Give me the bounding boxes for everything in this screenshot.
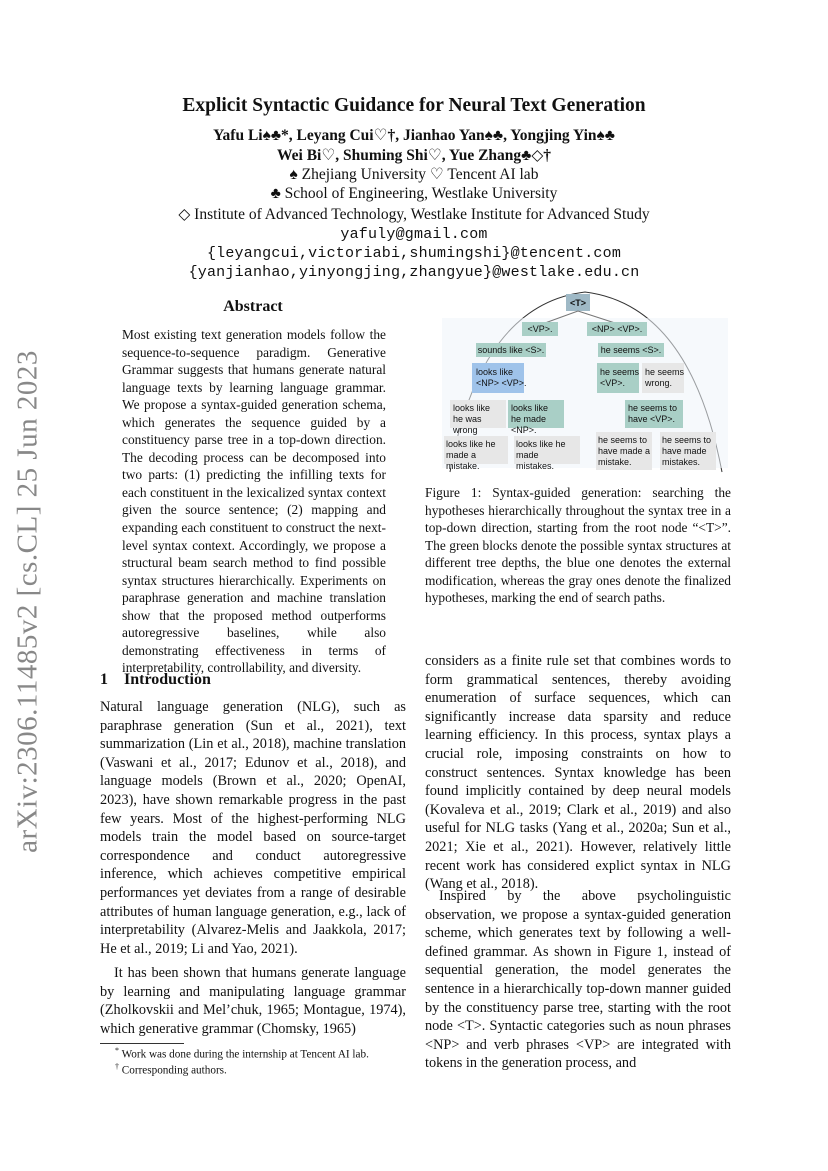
abstract-text: Most existing text generation models follow the sequence-to-sequence paradigm. Generative Grammar suggests that humans generate natural language texts by learning language grammar. We propose a syntax-guided generation schema, which generates the sequence guided by a constituency parse tree in a top-down direction. The decoding process can be decomposed into two parts: (1) predicting the infilling texts for each constituent in the lexicalized syntax context given the source sentence; (2) mapping and expanding each constituent to construct the next-level syntax context. Accordingly, we propose a structural beam search method to find possible syntax structures hierarchically. Experiments on paraphrase generation and machine translation show that the proposed method outperforms autoregressive baselines, while also demonstrating effectiveness in terms of interpretability, controllability, and diversity. — [122, 327, 386, 676]
email-2: {leyangcui,victoriabi,shumingshi}@tencent.com — [206, 245, 622, 262]
affiliation-2: ♣ School of Engineering, Westlake University — [270, 185, 558, 202]
tree-leaf-4-label: he seems to have made mistakes. — [662, 435, 712, 467]
email-1: yafuly@gmail.com — [340, 226, 488, 243]
affiliation-1: ♠ Zhejiang University ♡ Tencent AI lab — [289, 166, 539, 183]
section-title: Introduction — [124, 671, 211, 688]
tree-node-vp-label: <VP>. — [527, 324, 553, 334]
email-3: {yanjianhao,yinyongjing,zhangyue}@westlake.edu.cn — [188, 264, 640, 281]
paragraph-right-1: considers as a finite rule set that combines words to form grammatical sentences, thereby avoiding enumeration of surface sequences, which can significantly increase data sparsity and reduce learning efficiency. In this process, syntax plays a crucial role, imposing constraints on how to construct sentences. Syntax knowledge has been found implicitly contained by deep neural models (Kovaleva et al., 2019; Clark et al., 2019) and also useful for NLG tasks (Yang et al., 2020a; Sun et al., 2021; Xie et al., 2021). However, relatively little recent work has considered explict syntax in NLG (Wang et al., 2018). — [425, 653, 731, 893]
paragraph-intro-2: It has been shown that humans generate language by learning and manipulating language grammar (Zholkovskii and Mel’chuk, 1965; Montague, 1974), which generative grammar (Chomsky, 1965) — [100, 965, 406, 1037]
footnote-2 — [115, 1062, 227, 1077]
syntax-tree-diagram — [440, 290, 730, 475]
section-heading — [100, 671, 211, 689]
affiliation-3: ◇ Institute of Advanced Technology, Westlake Institute for Advanced Study — [178, 206, 650, 223]
abstract-heading: Abstract — [223, 298, 283, 315]
tree-leaf-3-label: he seems to have made a mistake. — [598, 435, 651, 467]
arxiv-side-stamp: arXiv:2306.11485v2 [cs.CL] 25 Jun 2023 — [11, 350, 44, 853]
footnote-divider — [100, 1043, 184, 1044]
authors-line-1: Yafu Li♠♣*, Leyang Cui♡†, Jianhao Yan♠♣, Yongjing Yin♠♣ — [213, 127, 615, 144]
footnote-1-mark: * — [115, 1046, 119, 1055]
tree-leaf-1-label: looks like he made a mistake. — [446, 439, 496, 471]
footnote-1-text: Work was done during the internship at Tencent AI lab. — [121, 1048, 369, 1061]
tree-node-was-wrong-label: looks like he was wrong — [453, 403, 491, 435]
figure-syntax-tree — [440, 290, 730, 480]
tree-node-he-seems-s-label: he seems <S>. — [600, 345, 662, 355]
figure-caption: Figure 1: Syntax-guided generation: searching the hypotheses hierarchically throughout the syntax tree in a top-down direction, starting from the root node “<T>”. The green blocks denote the possible syntax structures at different tree depths, the blue one denotes the external modification, whereas the gray ones denote the finalized hypotheses, marking the end of search paths. — [425, 485, 731, 606]
footnote-2-mark: † — [115, 1062, 119, 1071]
section-number: 1 — [100, 671, 108, 688]
tree-node-sounds-like-label: sounds like <S>. — [477, 345, 545, 355]
tree-node-have-vp-label: he seems to have <VP>. — [628, 403, 678, 424]
tree-node-root-label: <T> — [569, 298, 587, 308]
tree-node-he-seems-wrong-label: he seems wrong. — [645, 367, 685, 388]
tree-leaf-2-label: looks like he made mistakes. — [516, 439, 566, 471]
paragraph-right-2: Inspired by the above psycholinguistic observation, we propose a syntax-guided generation scheme, which generates text by following a well-defined grammar. As shown in Figure 1, instead of sequential generation, the model generates the sentence in a hierarchically top-down manner guided by the constituency parse tree, starting with the root node <T>. Syntactic categories such as noun phrases <NP> and verb phrases <VP> are integrated with tokens in the generation process, and — [425, 888, 731, 1072]
authors-line-2: Wei Bi♡, Shuming Shi♡, Yue Zhang♣◇† — [276, 147, 551, 164]
footnote-2-text: Corresponding authors. — [121, 1064, 227, 1077]
paper-title: Explicit Syntactic Guidance for Neural Text Generation — [182, 95, 646, 116]
tree-node-np-vp-label: <NP> <VP>. — [591, 324, 643, 334]
tree-node-looks-like-np-vp-label: looks like <NP> <VP>. — [476, 367, 527, 388]
paragraph-intro-1: Natural language generation (NLG), such as paraphrase generation (Sun et al., 2021), text summarization (Lin et al., 2018), machine translation (Vaswani et al., 2017; Edunov et al., 2018), and language models (Brown et al., 2020; OpenAI, 2023), have shown remarkable progress in the past few years. Most of the highest-performing NLG models train the model based on source-target correspondence and conduct autoregressive inference, which achieves competitive empirical performances yet deviates from a range of desirable attributes of human language generation, e.g., lack of interpretability (Alvarez-Melis and Jaakkola, 2017; He et al., 2019; Li and Yao, 2021). — [100, 699, 406, 957]
footnote-1 — [115, 1046, 369, 1061]
tree-node-made-np-label: looks like he made <NP>. — [511, 403, 549, 435]
tree-node-he-seems-vp-label: he seems <VP>. — [600, 367, 640, 388]
